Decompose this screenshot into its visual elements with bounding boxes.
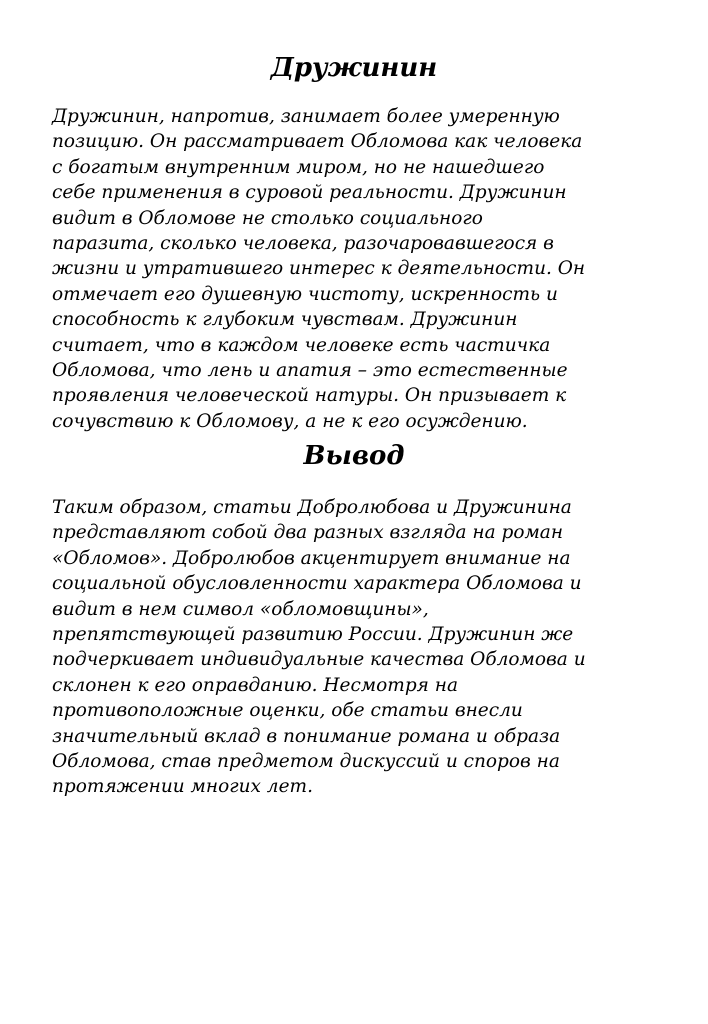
paragraph-line: Дружинин, напротив, занимает более умеренную [52,106,560,127]
section-body-druzhinin [52,104,672,434]
paragraph-line: проявления человеческой натуры. Он призывает к [52,385,567,407]
paragraph-line: паразита, сколько человека, разочаровавшегося в [52,232,554,254]
paragraph-line: сочувствию к Обломову, а не к его осуждению. [52,410,528,432]
section-title-druzhinin: Дружинин [270,53,438,83]
paragraph-line: противоположные оценки, обе статьи внесли [52,700,523,722]
paragraph-line: социальной обусловленности характера Обломова и [52,573,582,595]
paragraph-line: склонен к его оправданию. Несмотря на [52,674,459,696]
paragraph-line: Таким образом, статьи Добролюбова и Дружинина [52,497,572,518]
paragraph-line: Обломова, став предметом дискуссий и споров на [52,750,560,772]
paragraph-line: значительный вклад в понимание романа и образа [52,725,561,747]
paragraph-line: препятствующей развитию России. Дружинин же [52,623,574,645]
section-body-conclusion [52,495,672,800]
paragraph-line: Обломова, что лень и апатия – это естественные [52,359,568,381]
paragraph-line: видит в нем символ «обломовщины», [52,598,429,620]
paragraph-line: позицию. Он рассматривает Обломова как человека [52,131,583,153]
paragraph-line: отмечает его душевную чистоту, искренность и [52,283,558,305]
paragraph-line: протяжении многих лет. [52,776,313,798]
paragraph-line: способность к глубоким чувствам. Дружинин [52,309,518,331]
paragraph-line: видит в Обломове не столько социального [52,207,483,229]
paragraph-line: жизни и утратившего интерес к деятельности. Он [52,258,586,280]
paragraph-line: подчеркивает индивидуальные качества Обломова и [52,649,586,671]
paragraph-line: считает, что в каждом человеке есть частичка [52,334,551,356]
paragraph-line: представляют собой два разных взгляда на роман [52,522,564,544]
section-title-conclusion: Вывод [303,441,405,471]
paragraph-line: себе применения в суровой реальности. Дружинин [52,182,567,204]
paragraph-line: с богатым внутренним миром, но не нашедшего [52,156,545,178]
paragraph-line: «Обломов». Добролюбов акцентирует внимание на [52,547,571,569]
